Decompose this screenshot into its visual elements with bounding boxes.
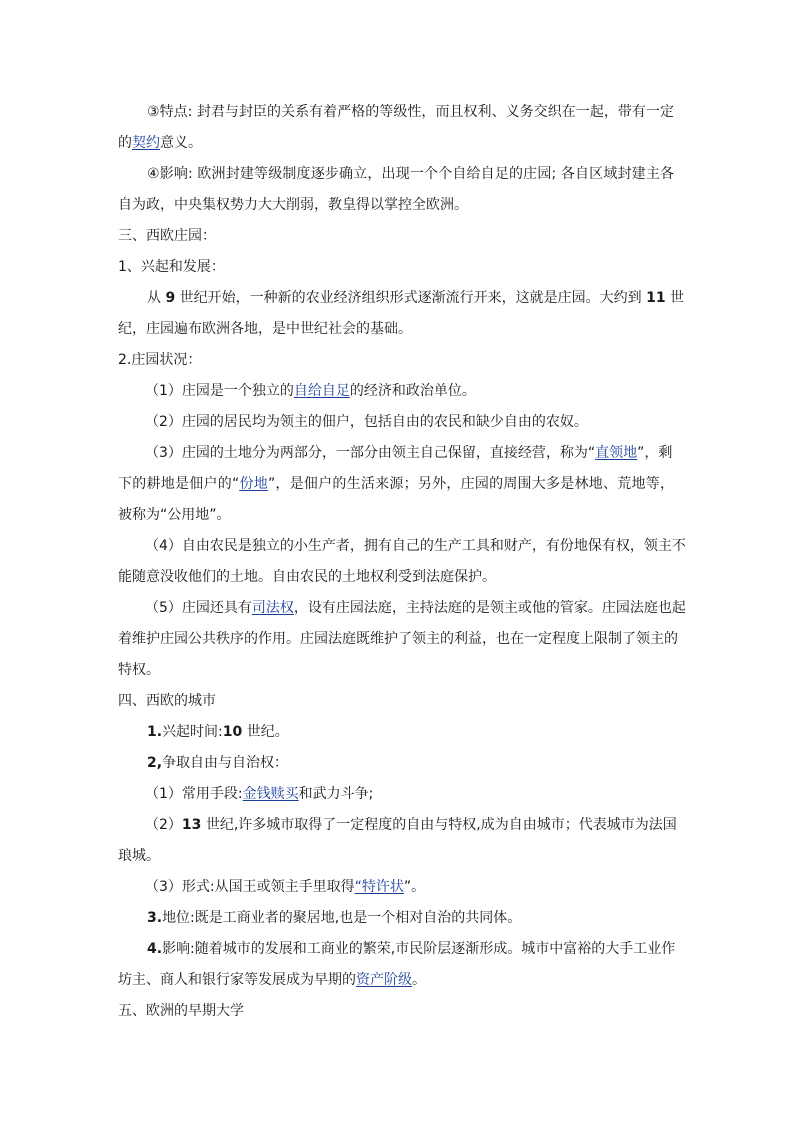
paragraph-rise-line2: 纪，庄园遍布欧洲各地，是中世纪社会的基础。	[118, 321, 412, 337]
subheading-manor-status: 2.庄园状况：	[118, 352, 202, 368]
city-item-3: 3.地位:既是工商业者的聚居地,也是一个相对自治的共同体。	[147, 910, 522, 926]
list-item-5-line1: （5）庄园还具有司法权，设有庄园法庭，主持法庭的是领主或他的管家。庄园法庭也起	[145, 600, 686, 616]
list-item-3-line2: 下的耕地是佃户的“份地”，是佃户的生活来源；另外，庄园的周围大多是林地、荒地等，	[118, 476, 674, 492]
demesne-link[interactable]: 直领地	[595, 445, 638, 461]
list-item-2: （2）庄园的居民均为领主的佃户，包括自由的农民和缺少自由的农奴。	[145, 414, 588, 430]
list-item-1: （1）庄园是一个独立的自给自足的经济和政治单位。	[145, 383, 476, 399]
city-item-1: 1.兴起时间:10 世纪。	[147, 724, 289, 740]
city-subitem-1: （1）常用手段:金钱赎买和武力斗争;	[145, 786, 374, 802]
charter-link[interactable]: “特许状	[354, 879, 404, 895]
list-item-3-line3: 被称为“公用地”。	[118, 507, 231, 523]
section-heading-manor: 三、西欧庄园：	[118, 228, 216, 244]
subheading-rise: 1、兴起和发展：	[118, 259, 225, 275]
city-subitem-2-line2: 琅城。	[118, 848, 160, 864]
list-item-5-line2: 着维护庄园公共秩序的作用。庄园法庭既维护了领主的利益，也在一定程度上限制了领主的	[118, 631, 678, 647]
city-item-4-line1: 4.影响:随着城市的发展和工商业的繁荣,市民阶层逐渐形成。城市中富裕的大手工业作	[147, 941, 676, 957]
city-item-2: 2,争取自由与自治权：	[147, 755, 289, 771]
city-subitem-3: （3）形式:从国王或领主手里取得“特许状”。	[145, 879, 426, 895]
money-redemption-link[interactable]: 金钱赎买	[242, 786, 299, 802]
self-sufficient-link[interactable]: 自给自足	[293, 383, 350, 399]
paragraph-influence-line1: ④影响: 欧洲封建等级制度逐步确立，出现一个个自给自足的庄园; 各自区域封建主各	[147, 166, 674, 182]
paragraph-feature-line1: ③特点: 封君与封臣的关系有着严格的等级性，而且权利、义务交织在一起，带有一定	[147, 104, 674, 120]
list-item-4-line2: 能随意没收他们的土地。自由农民的土地权利受到法庭保护。	[118, 569, 496, 585]
paragraph-rise-line1: 从 9 世纪开始，一种新的农业经济组织形式逐渐流行开来，这就是庄园。大约到 11 世	[147, 290, 685, 306]
tenancy-land-link[interactable]: 份地	[239, 476, 268, 492]
list-item-3-line1: （3）庄园的土地分为两部分，一部分由领主自己保留，直接经营，称为“直领地”，剩	[145, 445, 673, 461]
contract-link[interactable]: 契约	[132, 135, 160, 151]
city-item-4-line2: 坊主、商人和银行家等发展成为早期的资产阶级。	[118, 972, 426, 988]
jurisdiction-link[interactable]: 司法权	[251, 600, 294, 616]
list-item-5-line3: 特权。	[118, 662, 160, 678]
paragraph-influence-line2: 自为政，中央集权势力大大削弱，教皇得以掌控全欧洲。	[118, 197, 468, 213]
paragraph-feature-line2: 的契约意义。	[118, 135, 202, 151]
section-heading-city: 四、西欧的城市	[118, 693, 216, 709]
city-subitem-2-line1: （2）13 世纪,许多城市取得了一定程度的自由与特权,成为自由城市；代表城市为法国	[145, 817, 677, 833]
section-heading-university: 五、欧洲的早期大学	[118, 1003, 244, 1019]
list-item-4-line1: （4）自由农民是独立的小生产者，拥有自己的生产工具和财产，有份地保有权，领主不	[145, 538, 686, 554]
bourgeoisie-link[interactable]: 资产阶级	[356, 972, 412, 988]
